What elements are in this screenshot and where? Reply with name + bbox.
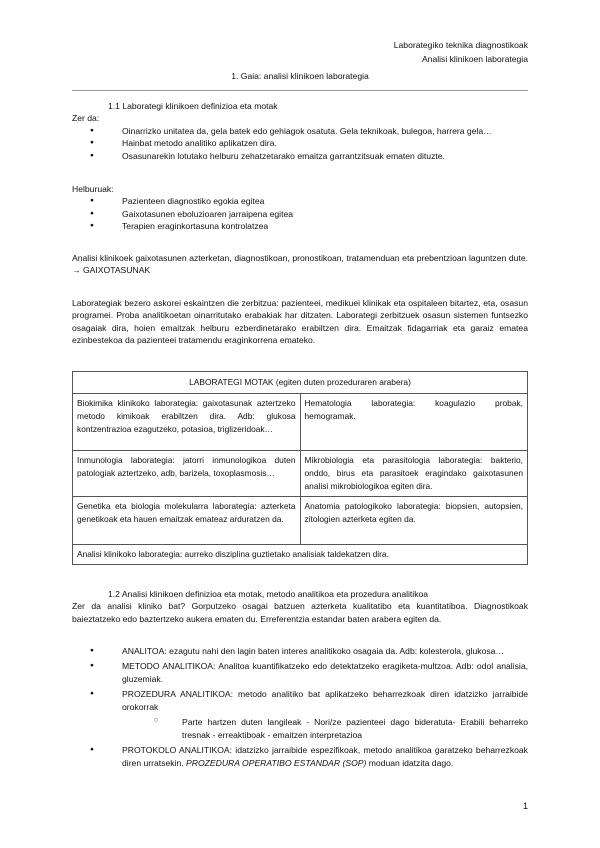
table-cell: Genetika eta biologia molekularra laborategia: azterketa genetikoak eta hauen emaitzak emateaz arduratzen da.: [73, 497, 301, 545]
table-cell: Anatomia patologikoko laborategia: biopsien, autopsien, zitologien azterketa egiten da.: [300, 497, 528, 545]
paragraph-laborategiak: Laborategiak bezero askorei eskaintzen die zerbitzua: pazienteei, medikuei klinikak eta ospitaleen bitartez, eta, osasun programei. Proba analitikoetan oinarritutako erabakiak har ditzaten. Laborategi zerbitzuek osasun sistemen funtsezko osagaiak dira, hoien emaitzak helburu ezberdinetarako erabiltzen dira. Emaitzak fidagarriak eta garaiz ematea ezinbestekoa da pazienteei tratamendu eraginkorrena emateko.: [72, 298, 528, 346]
page-number: 1: [522, 801, 528, 811]
definitions-list: [72, 645, 528, 769]
term-definition: metodo analitiko bat aplikatzeko beharrezkoak diren idatzizko jarraibide orokorrak: [122, 689, 529, 712]
term-definition: ezagutu nahi den lagin baten interes analitikoko osagaia da. Adb: kolesterola, glukosa…: [166, 646, 505, 656]
page-title: 1. Gaia: analisi klinikoen laborategia: [231, 71, 369, 81]
header-course: Laborategiko teknika diagnostikoak: [393, 40, 528, 50]
list-item: ● Terapien eraginkortasuna kontrolatzea: [110, 220, 528, 232]
list-item: ● Oinarrizko unitatea da, gela batek edo gehiagok osatuta. Gela teknikoak, bulegoa, harrera gela…: [110, 125, 528, 137]
term-label: ANALITOA:: [122, 646, 167, 656]
term-italic: PROZEDURA OPERATIBO ESTANDAR (SOP): [186, 757, 367, 768]
list-item: [110, 744, 528, 769]
list-item: ● Pazienteen diagnostiko egokia egitea: [110, 195, 528, 207]
title-divider: [72, 90, 528, 91]
table-footer: Analisi klinikoko laborategia: aurreko disziplina guztietako analisiak taldekatzen dira.: [73, 545, 528, 565]
paragraph-text: Analisi klinikoek gaixotasunen azterketan, diagnostikoan, pronostikoan, tratamenduan eta prebentzioan laguntzen dute.: [72, 253, 528, 263]
sub-list: [122, 716, 528, 741]
helburuak-block: [72, 183, 528, 233]
paragraph-analisi: [72, 252, 528, 277]
lab-types-table: [72, 371, 528, 565]
arrow-icon: →: [72, 265, 81, 276]
list-item: [110, 688, 528, 741]
term-label: METODO ANALITIKOA:: [122, 661, 216, 672]
list-item: [110, 660, 528, 685]
list-item: ● Osasunarekin lotutako helburu zehatzetarako emaitza garrantzitsuak ematen dituzte.: [110, 150, 528, 162]
section-heading: 1.2 Analisi klinikoen definizioa eta motak, metodo analitikoa eta prozedura analitikoa: [108, 589, 429, 599]
helburuak-list: [72, 195, 528, 232]
table-cell: Biokimika klinikoko laborategia: gaixotasunak aztertzeko metodo kimikoak erabiltzen dira. Adb: glukosa kontzentrazioa ezagutzeko, potasioa, triglizeridoak…: [73, 394, 301, 451]
section-1-2: [72, 588, 528, 625]
table-row: [73, 497, 528, 545]
running-header: [394, 38, 528, 66]
section-intro: Zer da analisi kliniko bat? Gorputzeko osagai batzuen azterketa kualitatibo eta kuantitatiboa. Diagnostikoak baieztatzeko edo baztertzeko aukera ematen du. Erreferentzia estandar baten arabera egiten da.: [72, 601, 528, 624]
table-row: [73, 394, 528, 451]
table-cell: Hematologia laborategia: koagulazio probak, hemogramak.: [300, 394, 528, 451]
zer-label: Zer da:: [72, 113, 100, 124]
table-row: [73, 451, 528, 497]
helburuak-label: Helburuak:: [72, 184, 114, 194]
list-item: [110, 645, 528, 657]
table-cell: Mikrobiologia eta parasitologia laborategia: bakterio, onddo, birus eta parasitoek eragindako gaixotasunen analisi mikrobiologikoa egiten dira.: [300, 451, 528, 497]
emphasis-text: GAIXOTASUNAK: [82, 265, 151, 276]
term-label: PROZEDURA ANALITIKOA:: [122, 689, 234, 700]
list-item: ● Gaixotasunen eboluzioaren jarraipena egitea: [110, 208, 528, 220]
term-definition: Analitoa kuantifikatzeko edo detektatzeko eragiketa-multzoa. Adb: odol analisia, gluzemiak.: [122, 661, 528, 684]
term-definition: idatzizko jarraibide espezifikoak, metodo analitikoa garatzeko beharrezkoak diren urratsekin.: [122, 745, 528, 768]
table-header: LABORATEGI MOTAK (egiten duten prozeduraren arabera): [73, 372, 528, 394]
zer-list: [72, 125, 528, 162]
section-1-1: [72, 100, 528, 162]
term-tail: moduan idatzita dago.: [366, 757, 454, 768]
term-label: PROTOKOLO ANALITIKOA:: [122, 745, 233, 756]
definitions-block: [72, 645, 528, 769]
section-heading: 1.1 Laborategi klinikoen definizioa eta motak: [108, 101, 278, 111]
sub-list-item: ○ Parte hartzen duten langileak - Nori/ze pazienteei dago bideratuta- Erabili beharreko tresnak - erreaktiboak - emaitzen interpretazioa: [172, 716, 528, 741]
list-item: ● Hainbat metodo analitiko aplikatzen dira.: [110, 137, 528, 149]
header-topic: Analisi klinikoen laborategia: [421, 54, 528, 64]
table-cell: Inmunologia laborategia: jatorri inmunologikoa duten patologiak aztertzeko, adb, barizela, toxoplasmosis…: [73, 451, 301, 497]
